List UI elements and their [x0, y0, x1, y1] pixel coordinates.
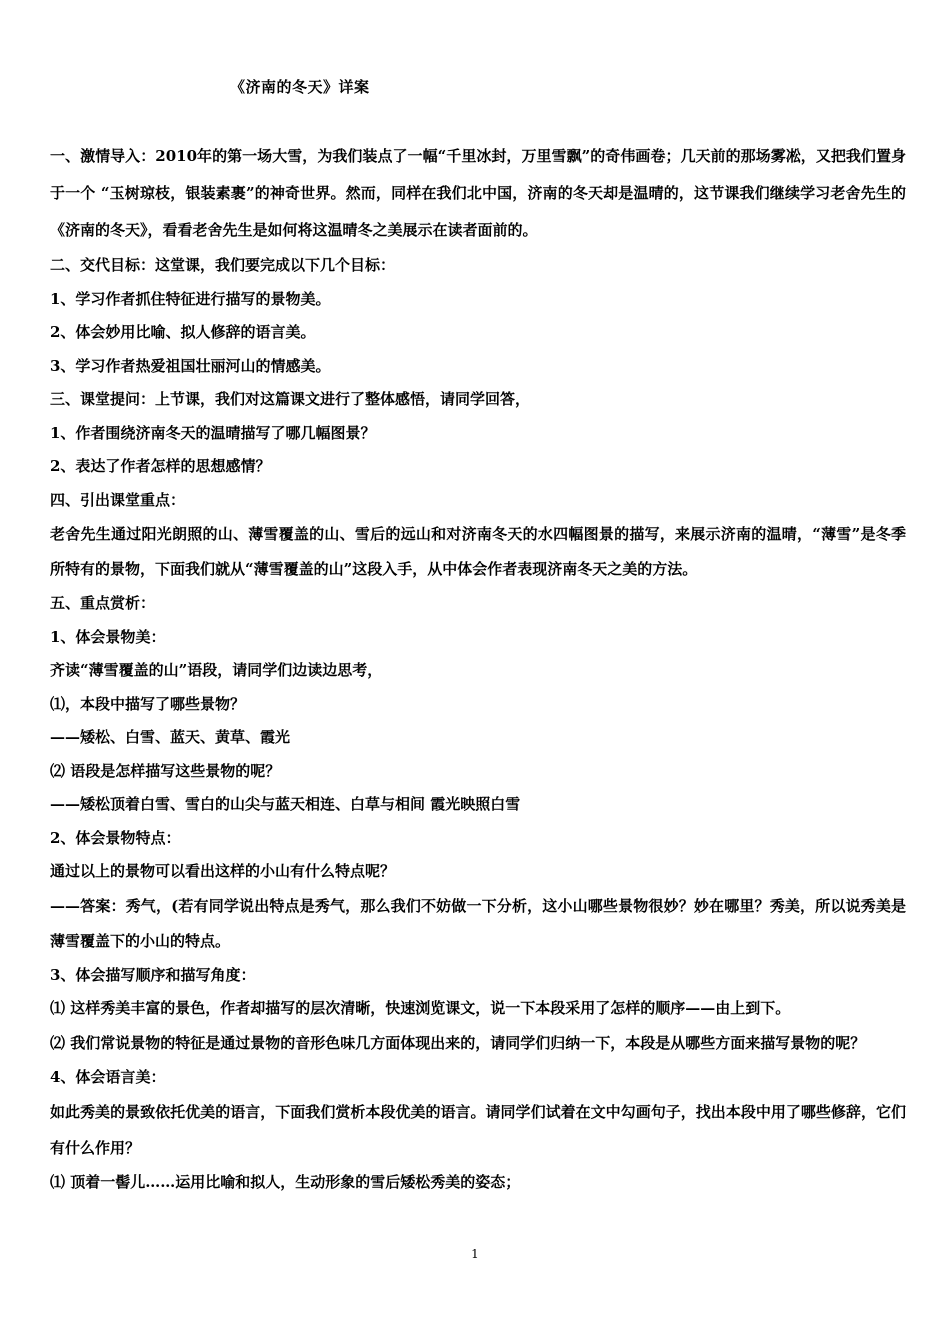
analysis-answer-1: ——矮松、白雪、蓝天、黄草、霞光 — [50, 728, 291, 746]
paragraph-questions-heading: 三、课堂提问：上节课，我们对这篇课文进行了整体感悟，请同学回答， — [50, 390, 531, 408]
analysis-subheading-3: 3、体会描写顺序和描写角度： — [50, 965, 256, 984]
objective-item-1: 1、学习作者抓住特征进行描写的景物美。 — [50, 289, 331, 308]
paragraph-focus-heading: 四、引出课堂重点： — [50, 490, 186, 509]
document-title: 《济南的冬天》详案 — [230, 78, 370, 96]
analysis-text-1: 齐读“薄雪覆盖的山”语段，请同学们边读边思考， — [50, 661, 383, 679]
analysis-question-1: ⑴，本段中描写了哪些景物？ — [50, 694, 246, 713]
objective-item-2: 2、体会妙用比喻、拟人修辞的语言美。 — [50, 323, 316, 341]
analysis-subheading-2: 2、体会景物特点： — [50, 828, 181, 847]
paragraph-focus-body: 老舍先生通过阳光朗照的山、薄雪覆盖的山、雪后的远山和对济南冬天的水四幅图景的描写，来展示济南的温晴，“薄雪”是冬季所特有的景物，下面我们就从“薄雪覆盖的山”这段入手，从中体会作者表现济南冬天之美的方法。 — [50, 525, 906, 578]
question-item-1: 1、作者围绕济南冬天的温晴描写了哪几幅图景？ — [50, 423, 376, 442]
analysis-answer-2: ——矮松顶着白雪、雪白的山尖与蓝天相连、白草与相间 霞光映照白雪 — [50, 795, 521, 813]
analysis-item-rhetoric-1: ⑴ 顶着一髻儿……运用比喻和拟人，生动形象的雪后矮松秀美的姿态； — [50, 1173, 521, 1191]
paragraph-analysis-heading: 五、重点赏析： — [50, 594, 156, 612]
analysis-answer-3: ——答案：秀气，(若有同学说出特点是秀气，那么我们不妨做一下分析，这小山哪些景物很妙？妙在哪里？秀美，所以说秀美是薄雪覆盖下的小山的特点。 — [50, 896, 906, 950]
analysis-item-angle: ⑵ 我们常说景物的特征是通过景物的音形色味几方面体现出来的，请同学们归纳一下，本段是从哪些方面来描写景物的呢？ — [50, 1033, 866, 1052]
analysis-text-2: 通过以上的景物可以看出这样的小山有什么特点呢？ — [50, 862, 396, 880]
analysis-item-order: ⑴ 这样秀美丰富的景色，作者却描写的层次清晰，快速浏览课文，说一下本段采用了怎样的顺序——由上到下。 — [50, 999, 791, 1017]
page-number: 1 — [471, 1247, 479, 1261]
objective-item-3: 3、学习作者热爱祖国壮丽河山的情感美。 — [50, 356, 331, 375]
analysis-subheading-4: 4、体会语言美： — [50, 1067, 166, 1086]
analysis-question-2: ⑵ 语段是怎样描写这些景物的呢？ — [50, 761, 281, 780]
analysis-subheading-1: 1、体会景物美： — [50, 627, 166, 646]
question-item-2: 2、表达了作者怎样的思想感情？ — [50, 457, 271, 475]
paragraph-intro: 一、激情导入：2010年的第一场大雪，为我们装点了一幅“千里冰封，万里雪飘”的奇伟画卷；几天前的那场雾凇，又把我们置身于一个 “玉树琼枝，银装素裹”的神奇世界。然而，同样在我们北中国，济南的冬天却是温晴的，这节课我们继续学习老舍先生的《济南的冬天》，看看老舍先生是如何将这温晴冬之美展示在读者面前的。 — [50, 147, 906, 239]
document-body — [50, 138, 906, 1200]
analysis-text-4: 如此秀美的景致依托优美的语言，下面我们赏析本段优美的语言。请同学们试着在文中勾画句子，找出本段中用了哪些修辞，它们有什么作用？ — [50, 1103, 906, 1157]
paragraph-objectives-heading: 二、交代目标：这堂课，我们要完成以下几个目标： — [50, 256, 396, 274]
